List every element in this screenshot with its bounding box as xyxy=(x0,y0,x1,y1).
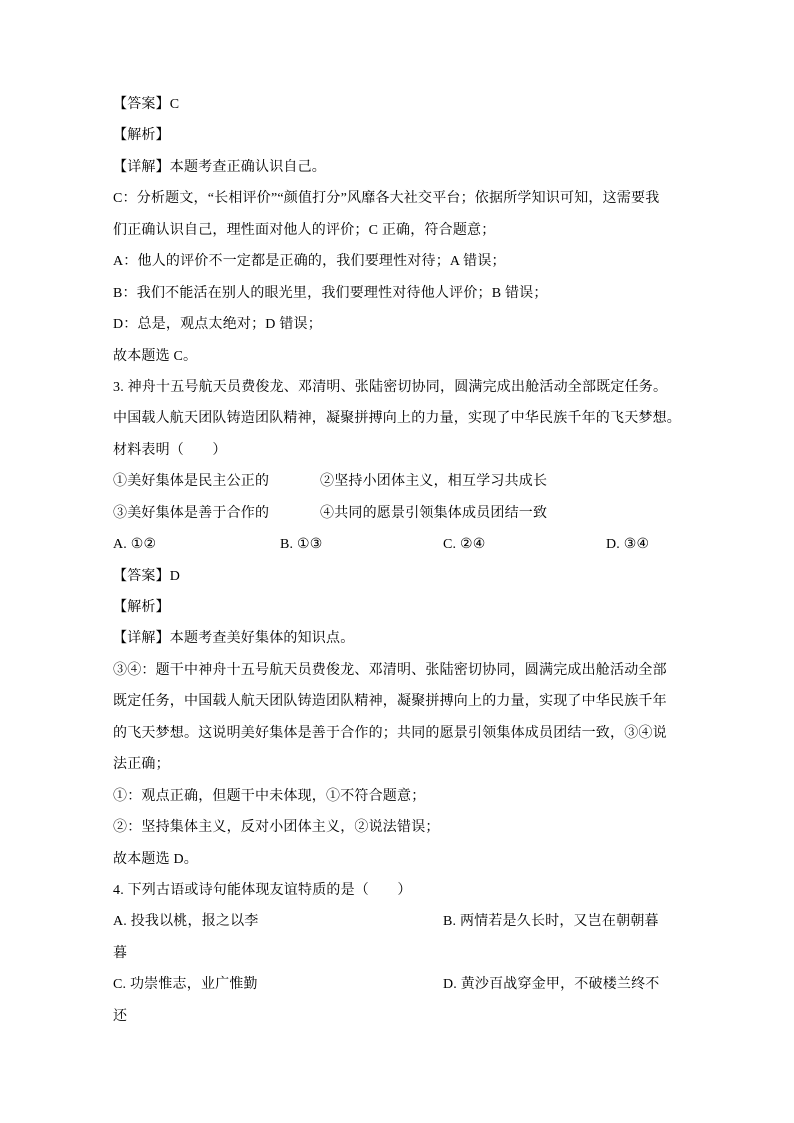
statement-4: ④共同的愿景引领集体成员团结一致 xyxy=(320,505,548,521)
question-3-statements-row2 xyxy=(113,498,683,529)
analysis-option-a: A：他人的评价不一定都是正确的，我们要理性对待；A 错误； xyxy=(113,254,506,270)
question-4-stem: 4. 下列古语或诗句能体现友谊特质的是（ ） xyxy=(113,882,412,898)
analysis-statement-1: ①：观点正确，但题干中未体现，①不符合题意； xyxy=(113,788,426,804)
question-4-option-d-wrap: 还 xyxy=(113,1008,128,1024)
option-c: C. ②④ xyxy=(443,537,486,553)
analysis-option-c-line2: 们正确认识自己，理性面对他人的评价；C 正确，符合题意； xyxy=(113,222,496,238)
analysis-option-b: B：我们不能活在别人的眼光里，我们要理性对待他人评价；B 错误； xyxy=(113,285,548,301)
analysis-option-d: D：总是，观点太绝对；D 错误； xyxy=(113,317,322,333)
question-3-stem-line1: 3. 神舟十五号航天员费俊龙、邓清明、张陆密切协同，圆满完成出舱活动全部既定任务。 xyxy=(113,379,668,395)
question-4-options-row1 xyxy=(113,906,683,937)
question-3-statements-row1 xyxy=(113,466,683,497)
question-3-stem-line3: 材料表明（ ） xyxy=(113,442,227,458)
question-4-option-b-wrap: 暮 xyxy=(113,945,128,961)
question-4-options-row2 xyxy=(113,969,683,1000)
question-3-options-row xyxy=(113,529,683,560)
option-a: A. ①② xyxy=(113,537,157,553)
analysis-34-line2: 既定任务，中国载人航天团队铸造团队精神，凝聚拼搏向上的力量，实现了中华民族千年 xyxy=(113,694,667,710)
option-d: D. 黄沙百战穿金甲，不破楼兰终不 xyxy=(443,977,660,993)
analysis-option-c-line1: C：分析题文，“长相评价”“颜值打分”风靡各大社交平台；依据所学知识可知，这需要我 xyxy=(113,191,660,207)
option-a: A. 投我以桃，报之以李 xyxy=(113,914,259,930)
option-c: C. 功崇惟志，业广惟勤 xyxy=(113,977,258,993)
analysis-statement-2: ②：坚持集体主义，反对小团体主义，②说法错误； xyxy=(113,820,440,836)
answer-label-q2: 【答案】C xyxy=(113,97,180,112)
analysis-label-q3: 【解析】 xyxy=(113,600,170,615)
detail-intro-q2: 【详解】本题考查正确认识自己。 xyxy=(113,159,326,175)
option-d: D. ③④ xyxy=(606,537,650,553)
statement-3: ③美好集体是善于合作的 xyxy=(113,505,270,521)
option-b: B. ①③ xyxy=(280,537,323,553)
conclusion-q2: 故本题选 C。 xyxy=(113,348,198,364)
document-content xyxy=(113,89,683,1032)
option-b: B. 两情若是久长时，又岂在朝朝暮 xyxy=(443,914,659,930)
analysis-34-line1: ③④：题干中神舟十五号航天员费俊龙、邓清明、张陆密切协同，圆满完成出舱活动全部 xyxy=(113,662,667,678)
detail-intro-q3: 【详解】本题考查美好集体的知识点。 xyxy=(113,631,355,647)
analysis-34-line4: 法正确； xyxy=(113,757,170,773)
question-3-stem-line2: 中国载人航天团队铸造团队精神，凝聚拼搏向上的力量，实现了中华民族千年的飞天梦想。 xyxy=(113,411,681,427)
analysis-34-line3: 的飞天梦想。这说明美好集体是善于合作的；共同的愿景引领集体成员团结一致，③④说 xyxy=(113,725,667,741)
statement-2: ②坚持小团体主义，相互学习共成长 xyxy=(320,474,548,490)
conclusion-q3: 故本题选 D。 xyxy=(113,851,199,867)
analysis-label-q2: 【解析】 xyxy=(113,128,170,144)
statement-1: ①美好集体是民主公正的 xyxy=(113,474,270,490)
answer-label-q3: 【答案】D xyxy=(113,568,181,584)
